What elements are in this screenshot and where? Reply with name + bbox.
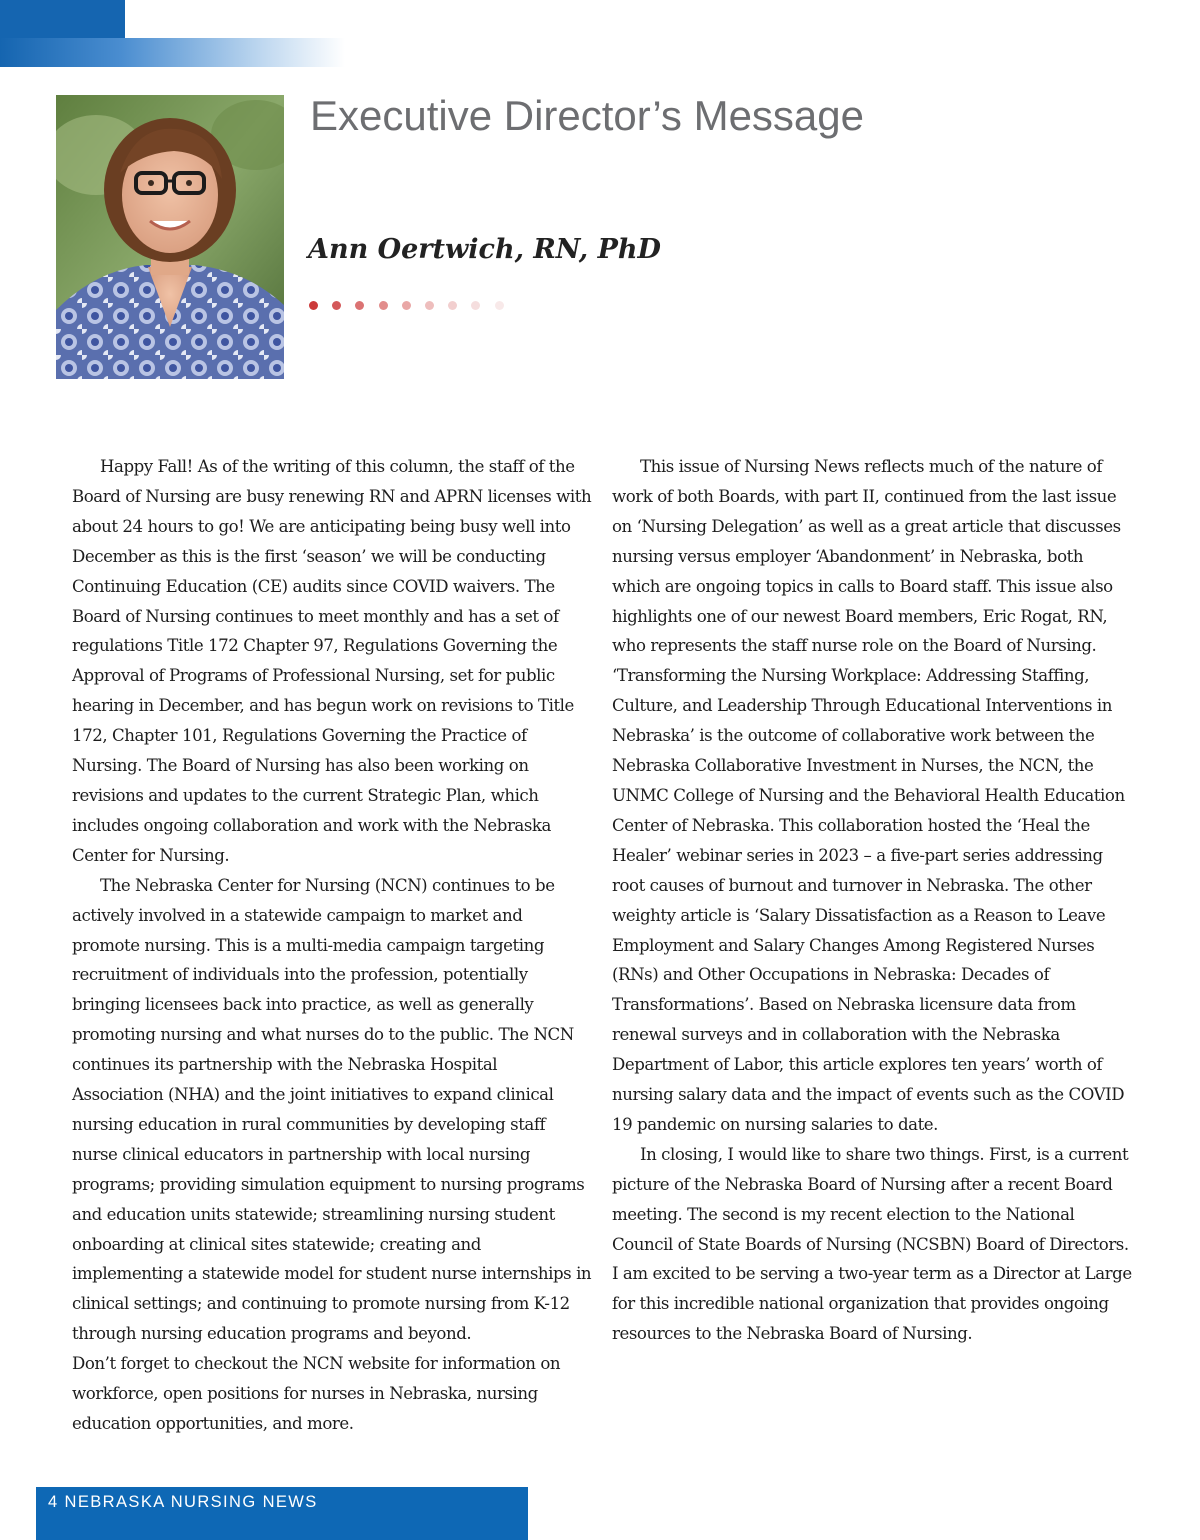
decorative-dot xyxy=(332,301,341,310)
footer-bar xyxy=(36,1487,528,1540)
decorative-dot xyxy=(402,301,411,310)
paragraph: In closing, I would like to share two things. First, is a current picture of the Nebraska Board of Nursing after a recent Board meeting. The second is my recent election to the National Council of State Boards of Nursing (NCSBN) Board of Directors. I am excited to be serving a two-year term as a Director at Large for this incredible national organization that provides ongoing resources to the Nebraska Board of Nursing. xyxy=(612,1144,1132,1344)
right-column xyxy=(612,452,1132,1349)
paragraph: Happy Fall! As of the writing of this column, the staff of the Board of Nursing are busy renewing RN and APRN licenses with about 24 hours to go! We are anticipating being busy well into December as this is the first ‘season’ we will be conducting Continuing Education (CE) audits since COVID waivers. The Board of Nursing continues to meet monthly and has a set of regulations Title 172 Chapter 97, Regulations Governing the Approval of Programs of Professional Nursing, set for public hearing in December, and has begun work on revisions to Title 172, Chapter 101, Regulations Governing the Practice of Nursing. The Board of Nursing has also been working on revisions and updates to the current Strategic Plan, which includes ongoing collaboration and work with the Nebraska Center for Nursing. xyxy=(72,457,592,865)
decorative-dot xyxy=(471,301,480,310)
decorative-dot xyxy=(425,301,434,310)
header-gradient-bar xyxy=(0,38,345,67)
author-name: Ann Oertwich, RN, PhD xyxy=(308,234,661,265)
paragraph: This issue of Nursing News reflects much of the nature of work of both Boards, with part II, continued from the last issue on ‘Nursing Delegation’ as well as a great article that discusses nursing versus employer ‘Abandonment’ in Nebraska, both which are ongoing topics in calls to Board staff. This issue also highlights one of our newest Board members, Eric Rogat, RN, who represents the staff nurse role on the Board of Nursing. ‘Transforming the Nursing Workplace: Addressing Staffing, Culture, and Leadership Through Educational Interventions in Nebraska’ is the outcome of collaborative work between the Nebraska Collaborative Investment in Nurses, the NCN, the UNMC College of Nursing and the Behavioral Health Education Center of Nebraska. This collaboration hosted the ‘Heal the Healer’ webinar series in 2023 – a five-part series addressing root causes of burnout and turnover in Nebraska. The other weighty article is ‘Salary Dissatisfaction as a Reason to Leave Employment and Salary Changes Among Registered Nurses (RNs) and Other Occupations in Nebraska: Decades of Transformations’. Based on Nebraska licensure data from renewal surveys and in collaboration with the Nebraska Department of Labor, this article explores ten years’ worth of nursing salary data and the impact of events such as the COVID 19 pandemic on nursing salaries to date. xyxy=(612,457,1125,1134)
decorative-dot xyxy=(355,301,364,310)
decorative-dot xyxy=(448,301,457,310)
footer-page-label: 4 NEBRASKA NURSING NEWS xyxy=(48,1493,318,1511)
decorative-dot xyxy=(495,301,504,310)
author-portrait xyxy=(56,95,284,379)
paragraph: The Nebraska Center for Nursing (NCN) continues to be actively involved in a statewide campaign to market and promote nursing. This is a multi-media campaign targeting recruitment of individuals into the profession, potentially bringing licensees back into practice, as well as generally promoting nursing and what nurses do to the public. The NCN continues its partnership with the Nebraska Hospital Association (NHA) and the joint initiatives to expand clinical nursing education in rural communities by developing staff nurse clinical educators in partnership with local nursing programs; providing simulation equipment to nursing programs and education units statewide; streamlining nursing student onboarding at clinical sites statewide; creating and implementing a statewide model for student nurse internships in clinical settings; and continuing to promote nursing from K-12 through nursing education programs and beyond. xyxy=(72,875,592,1344)
paragraph: Don’t forget to checkout the NCN website for information on workforce, open positions for nurses in Nebraska, nursing education opportunities, and more. xyxy=(72,1354,561,1433)
page-title: Executive Director’s Message xyxy=(310,92,864,139)
left-column xyxy=(72,452,592,1439)
decorative-dot xyxy=(309,301,318,310)
decorative-dot xyxy=(379,301,388,310)
decorative-dot-row xyxy=(309,301,504,311)
